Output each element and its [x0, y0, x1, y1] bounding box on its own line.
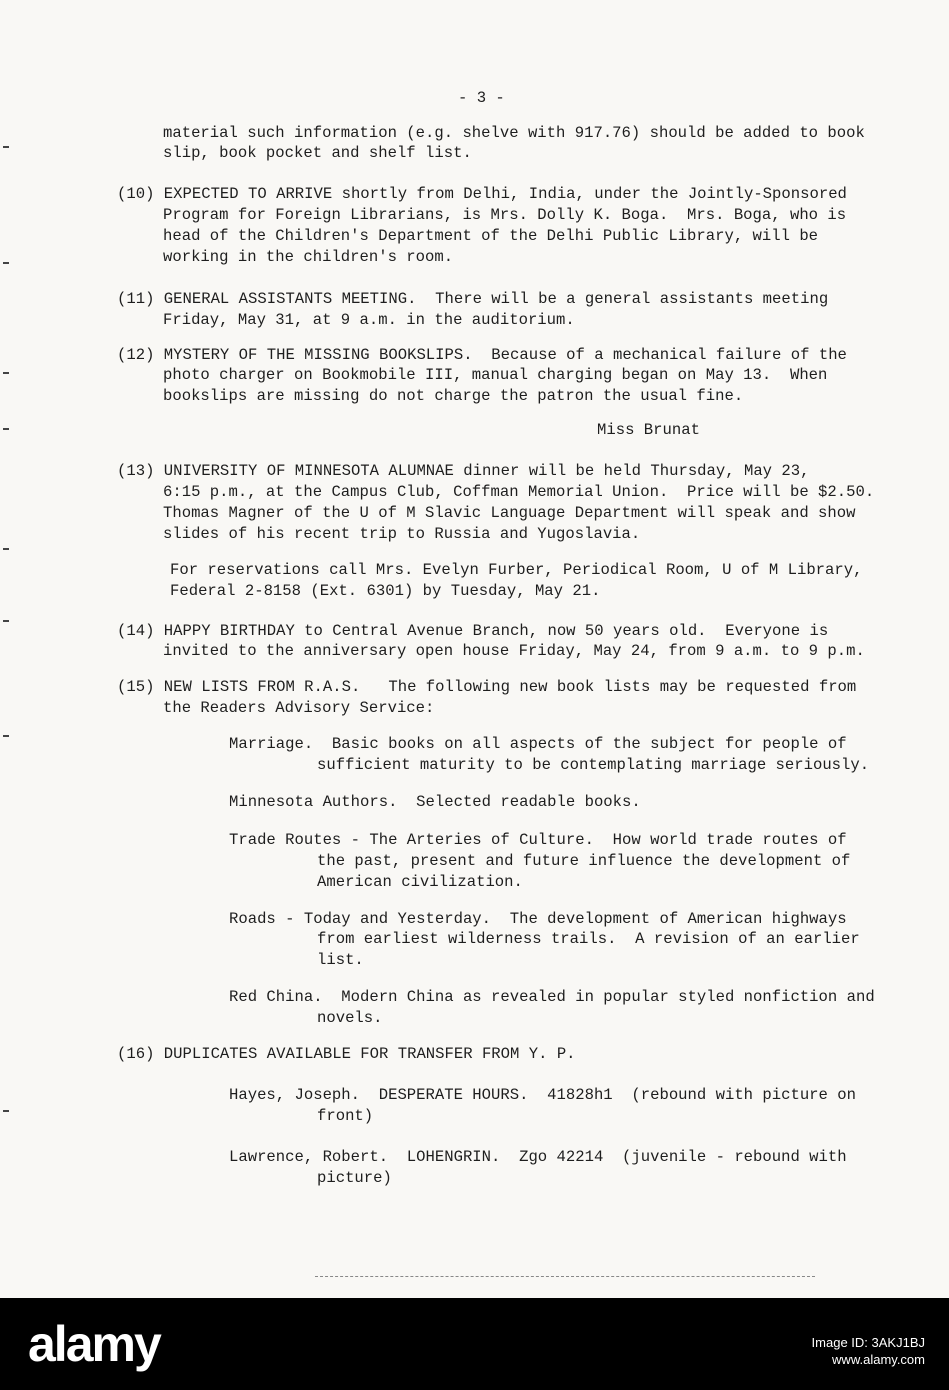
- item-15-line: the Readers Advisory Service:: [163, 699, 435, 717]
- intro-line-1: material such information (e.g. shelve with 917.76) should be added to book: [163, 124, 865, 142]
- item-12-line: bookslips are missing do not charge the patron the usual fine.: [163, 387, 744, 405]
- stock-url: www.alamy.com: [832, 1352, 925, 1367]
- item-12-line: photo charger on Bookmobile III, manual charging began on May 13. When: [163, 366, 828, 384]
- image-id: Image ID: 3AKJ1BJ: [811, 1335, 925, 1350]
- book-list-entry: list.: [317, 951, 364, 969]
- item-10-heading: (10) EXPECTED TO ARRIVE shortly from Delhi, India, under the Jointly-Sponsored: [117, 185, 847, 203]
- book-list-entry: the past, present and future influence the development of: [317, 852, 851, 870]
- book-list-entry: Roads - Today and Yesterday. The development of American highways: [229, 910, 847, 928]
- page-number: - 3 -: [458, 89, 505, 107]
- intro-line-2: slip, book pocket and shelf list.: [163, 144, 472, 162]
- item-16-heading: (16) DUPLICATES AVAILABLE FOR TRANSFER FROM Y. P.: [117, 1045, 576, 1063]
- item-10-line: working in the children's room.: [163, 248, 454, 266]
- duplicate-entry: Hayes, Joseph. DESPERATE HOURS. 41828h1 (rebound with picture on: [229, 1086, 856, 1104]
- stock-footer: [0, 1298, 949, 1390]
- book-list-entry: Trade Routes - The Arteries of Culture. How world trade routes of: [229, 831, 847, 849]
- item-15-heading: (15) NEW LISTS FROM R.A.S. The following new book lists may be requested from: [117, 678, 857, 696]
- page-bottom-rule: [315, 1276, 815, 1277]
- item-11-heading: (11) GENERAL ASSISTANTS MEETING. There will be a general assistants meeting: [117, 290, 829, 308]
- item-13-heading: (13) UNIVERSITY OF MINNESOTA ALUMNAE dinner will be held Thursday, May 23,: [117, 462, 810, 480]
- book-list-entry: sufficient maturity to be contemplating marriage seriously.: [317, 756, 870, 774]
- book-list-entry: Minnesota Authors. Selected readable books.: [229, 793, 641, 811]
- stock-info: [812, 1334, 925, 1368]
- item-12-heading: (12) MYSTERY OF THE MISSING BOOKSLIPS. Because of a mechanical failure of the: [117, 346, 847, 364]
- book-list-entry: from earliest wilderness trails. A revision of an earlier: [317, 930, 860, 948]
- item-13-line: Thomas Magner of the U of M Slavic Language Department will speak and show: [163, 504, 856, 522]
- signature: Miss Brunat: [597, 421, 700, 439]
- duplicate-entry: front): [317, 1107, 374, 1125]
- book-list-entry: novels.: [317, 1009, 383, 1027]
- item-11-line: Friday, May 31, at 9 a.m. in the auditorium.: [163, 311, 575, 329]
- item-14-heading: (14) HAPPY BIRTHDAY to Central Avenue Branch, now 50 years old. Everyone is: [117, 622, 829, 640]
- item-13-line: 6:15 p.m., at the Campus Club, Coffman Memorial Union. Price will be $2.50.: [163, 483, 875, 501]
- alamy-logo: alamy: [28, 1316, 160, 1372]
- book-list-entry: Red China. Modern China as revealed in popular styled nonfiction and: [229, 988, 875, 1006]
- book-list-entry: American civilization.: [317, 873, 523, 891]
- item-10-line: Program for Foreign Librarians, is Mrs. Dolly K. Boga. Mrs. Boga, who is: [163, 206, 847, 224]
- duplicate-entry: Lawrence, Robert. LOHENGRIN. Zgo 42214 (juvenile - rebound with: [229, 1148, 847, 1166]
- item-13-reservation-line: For reservations call Mrs. Evelyn Furber, Periodical Room, U of M Library,: [170, 561, 863, 579]
- item-10-line: head of the Children's Department of the Delhi Public Library, will be: [163, 227, 819, 245]
- item-13-line: slides of his recent trip to Russia and Yugoslavia.: [163, 525, 641, 543]
- item-13-reservation-line: Federal 2-8158 (Ext. 6301) by Tuesday, May 21.: [170, 582, 601, 600]
- duplicate-entry: picture): [317, 1169, 392, 1187]
- book-list-entry: Marriage. Basic books on all aspects of the subject for people of: [229, 735, 847, 753]
- item-14-line: invited to the anniversary open house Friday, May 24, from 9 a.m. to 9 p.m.: [163, 642, 865, 660]
